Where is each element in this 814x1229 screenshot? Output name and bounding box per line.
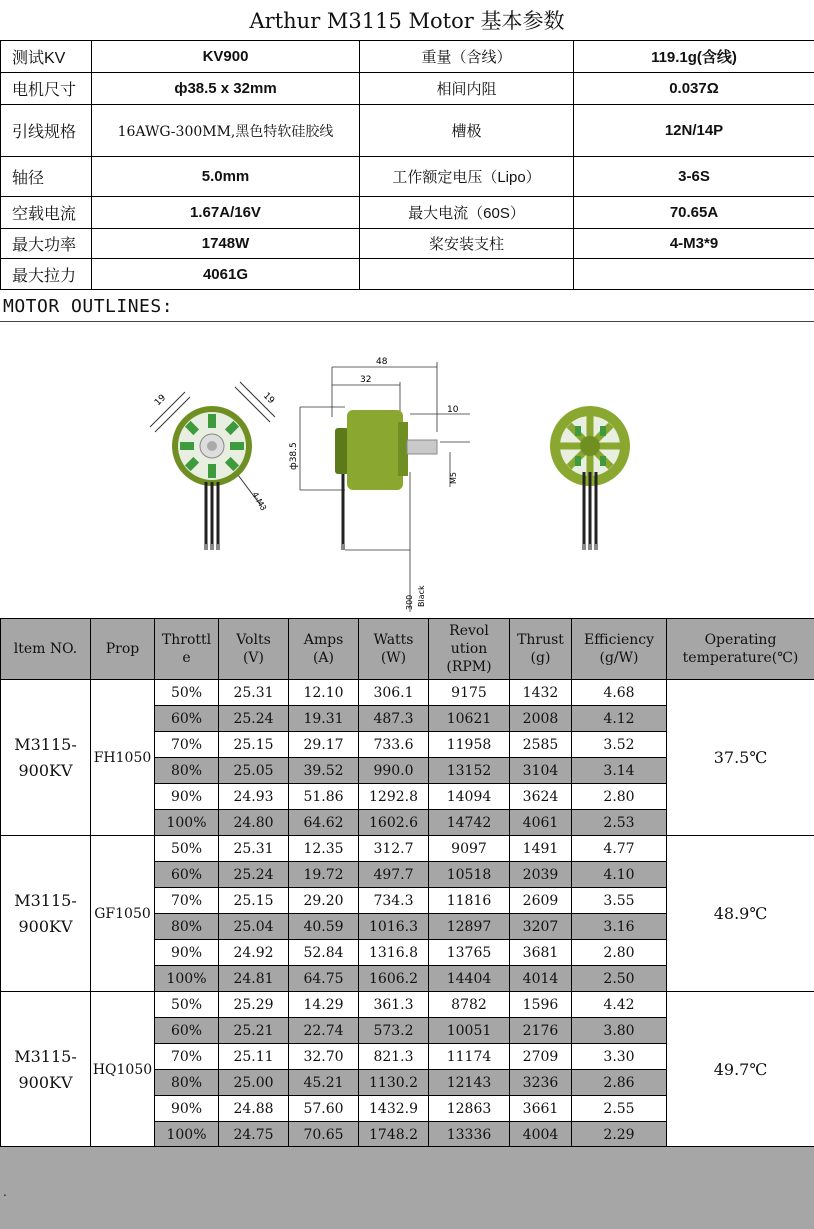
model-cell: M3115- 900KV (1, 992, 91, 1148)
data-cell: 13152 (429, 758, 510, 784)
spec-value: 4061G (92, 259, 360, 290)
prop-cell: HQ1050 (91, 992, 155, 1148)
data-cell: 14742 (429, 810, 510, 836)
rear-view-lead-tips (582, 544, 598, 550)
dim-19a: 19 (153, 393, 168, 408)
temperature-cell: 49.7℃ (667, 992, 814, 1148)
spec-value: ф38.5 x 32mm (92, 73, 360, 105)
side-view-lead-tip (341, 544, 345, 550)
dim-48: 48 (376, 357, 388, 367)
data-cell: 12.10 (289, 680, 359, 706)
data-cell: 11174 (429, 1044, 510, 1070)
data-cell: 25.21 (219, 1018, 289, 1044)
data-cell: 24.92 (219, 940, 289, 966)
side-view-bell (347, 410, 403, 490)
prop-cell: FH1050 (91, 680, 155, 836)
data-cell: 3.52 (572, 732, 667, 758)
data-cell: 2.50 (572, 966, 667, 992)
data-cell: 1432 (510, 680, 572, 706)
spec-label: 相间内阻 (360, 73, 574, 105)
data-cell: 12863 (429, 1096, 510, 1122)
data-cell: 4014 (510, 966, 572, 992)
model-cell: M3115- 900KV (1, 680, 91, 836)
data-cell: 733.6 (359, 732, 429, 758)
spec-label: 工作额定电压（Lipo） (360, 157, 574, 197)
spec-row (1, 229, 814, 259)
data-cell: 32.70 (289, 1044, 359, 1070)
data-cell: 19.31 (289, 706, 359, 732)
data-cell: 50% (155, 836, 219, 862)
data-cell: 90% (155, 1096, 219, 1122)
front-view-shaft (207, 441, 217, 451)
data-cell: 3236 (510, 1070, 572, 1096)
header-temperature: Operating temperature(℃) (667, 619, 814, 680)
header-amps: Amps (A) (289, 619, 359, 680)
data-cell: 3624 (510, 784, 572, 810)
spec-label: 槽极 (360, 105, 574, 157)
data-cell: 50% (155, 680, 219, 706)
data-cell: 4.77 (572, 836, 667, 862)
data-cell: 24.93 (219, 784, 289, 810)
spec-value: 16AWG-300MM,黑色特软硅胶线 (92, 105, 360, 157)
spec-label: 最大功率 (1, 229, 92, 259)
data-cell: 8782 (429, 992, 510, 1018)
dim-19b: 19 (261, 391, 276, 406)
dim-diameter: ф38.5 (289, 442, 299, 470)
data-cell: 64.75 (289, 966, 359, 992)
temperature-cell: 37.5℃ (667, 680, 814, 836)
data-cell: 4.68 (572, 680, 667, 706)
data-cell: 80% (155, 1070, 219, 1096)
model-cell: M3115- 900KV (1, 836, 91, 992)
performance-header-row (1, 619, 814, 680)
table-row (1, 680, 814, 706)
data-cell: 25.05 (219, 758, 289, 784)
data-cell: 45.21 (289, 1070, 359, 1096)
data-cell: 60% (155, 706, 219, 732)
temperature-cell: 48.9℃ (667, 836, 814, 992)
data-cell: 70% (155, 888, 219, 914)
data-cell: 25.15 (219, 888, 289, 914)
spec-value: 119.1g(含线) (574, 41, 814, 73)
data-cell: 14094 (429, 784, 510, 810)
data-cell: 60% (155, 1018, 219, 1044)
data-cell: 10518 (429, 862, 510, 888)
data-cell: 50% (155, 992, 219, 1018)
data-cell: 11816 (429, 888, 510, 914)
spec-label: 空载电流 (1, 197, 92, 229)
data-cell: 40.59 (289, 914, 359, 940)
spec-value: 12N/14P (574, 105, 814, 157)
header-watts: Watts (W) (359, 619, 429, 680)
data-cell: 2176 (510, 1018, 572, 1044)
data-cell: 10621 (429, 706, 510, 732)
spec-table (0, 40, 814, 290)
spec-label: 最大拉力 (1, 259, 92, 290)
data-cell: 60% (155, 862, 219, 888)
data-cell: 9175 (429, 680, 510, 706)
spec-label: 测试KV (1, 41, 92, 73)
header-throttle: Throttl e (155, 619, 219, 680)
data-cell: 4.42 (572, 992, 667, 1018)
spec-value: 4-M3*9 (574, 229, 814, 259)
data-cell: 14.29 (289, 992, 359, 1018)
header-revolution: Revol ution (RPM) (429, 619, 510, 680)
data-cell: 80% (155, 758, 219, 784)
footer-text: . (3, 1185, 7, 1199)
spec-row (1, 73, 814, 105)
data-cell: 70.65 (289, 1122, 359, 1148)
spec-row (1, 259, 814, 290)
data-cell: 312.7 (359, 836, 429, 862)
data-cell: 25.11 (219, 1044, 289, 1070)
data-cell: 12143 (429, 1070, 510, 1096)
data-cell: 3.16 (572, 914, 667, 940)
spec-label: 桨安装支柱 (360, 229, 574, 259)
data-cell: 51.86 (289, 784, 359, 810)
front-view-leads (206, 482, 218, 547)
data-cell: 1432.9 (359, 1096, 429, 1122)
data-cell: 1602.6 (359, 810, 429, 836)
data-cell: 1491 (510, 836, 572, 862)
data-cell: 13336 (429, 1122, 510, 1148)
data-cell: 3.80 (572, 1018, 667, 1044)
spec-value (574, 259, 814, 290)
data-cell: 2.53 (572, 810, 667, 836)
header-efficiency: Efficiency (g/W) (572, 619, 667, 680)
data-cell: 1748.2 (359, 1122, 429, 1148)
data-cell: 25.24 (219, 862, 289, 888)
data-cell: 3.55 (572, 888, 667, 914)
motor-outline-drawing (0, 322, 814, 618)
spec-label (360, 259, 574, 290)
data-cell: 25.31 (219, 836, 289, 862)
data-cell: 12.35 (289, 836, 359, 862)
data-cell: 24.81 (219, 966, 289, 992)
data-cell: 19.72 (289, 862, 359, 888)
dim-4m3: 4-M3 (250, 491, 268, 513)
data-cell: 1596 (510, 992, 572, 1018)
table-row (1, 992, 814, 1018)
spec-value: 3-6S (574, 157, 814, 197)
data-cell: 25.00 (219, 1070, 289, 1096)
table-row (1, 836, 814, 862)
data-cell: 2709 (510, 1044, 572, 1070)
data-cell: 57.60 (289, 1096, 359, 1122)
data-cell: 25.29 (219, 992, 289, 1018)
data-cell: 1130.2 (359, 1070, 429, 1096)
data-cell: 90% (155, 784, 219, 810)
data-cell: 10051 (429, 1018, 510, 1044)
data-cell: 2.80 (572, 940, 667, 966)
spec-label: 重量（含线） (360, 41, 574, 73)
data-cell: 1292.8 (359, 784, 429, 810)
dim-m5: M5 (449, 472, 458, 484)
dim-32: 32 (360, 375, 371, 385)
data-cell: 100% (155, 1122, 219, 1148)
data-cell: 25.15 (219, 732, 289, 758)
spec-value: 70.65A (574, 197, 814, 229)
spec-row (1, 157, 814, 197)
data-cell: 24.75 (219, 1122, 289, 1148)
data-cell: 3681 (510, 940, 572, 966)
data-cell: 4061 (510, 810, 572, 836)
data-cell: 4.12 (572, 706, 667, 732)
data-cell: 29.17 (289, 732, 359, 758)
data-cell: 3207 (510, 914, 572, 940)
data-cell: 100% (155, 966, 219, 992)
data-cell: 2.80 (572, 784, 667, 810)
data-cell: 25.24 (219, 706, 289, 732)
header-prop: Prop (91, 619, 155, 680)
data-cell: 64.62 (289, 810, 359, 836)
data-cell: 4.10 (572, 862, 667, 888)
spec-row (1, 105, 814, 157)
outlines-heading: MOTOR OUTLINES: (3, 296, 173, 317)
spec-row (1, 41, 814, 73)
data-cell: 25.04 (219, 914, 289, 940)
data-cell: 3661 (510, 1096, 572, 1122)
data-cell: 11958 (429, 732, 510, 758)
spec-label: 轴径 (1, 157, 92, 197)
data-cell: 2609 (510, 888, 572, 914)
data-cell: 2.29 (572, 1122, 667, 1148)
data-cell: 25.31 (219, 680, 289, 706)
data-cell: 24.80 (219, 810, 289, 836)
header-thrust: Thrust (g) (510, 619, 572, 680)
data-cell: 487.3 (359, 706, 429, 732)
data-cell: 2039 (510, 862, 572, 888)
spec-row (1, 197, 814, 229)
spec-value: KV900 (92, 41, 360, 73)
header-volts: Volts (V) (219, 619, 289, 680)
data-cell: 497.7 (359, 862, 429, 888)
data-cell: 70% (155, 1044, 219, 1070)
data-cell: 90% (155, 940, 219, 966)
page-title: Arthur M3115 Motor 基本参数 (0, 0, 814, 40)
data-cell: 9097 (429, 836, 510, 862)
spec-label: 电机尺寸 (1, 73, 92, 105)
data-cell: 3104 (510, 758, 572, 784)
data-cell: 1606.2 (359, 966, 429, 992)
data-cell: 4004 (510, 1122, 572, 1148)
data-cell: 2008 (510, 706, 572, 732)
spec-label: 引线规格 (1, 105, 92, 157)
data-cell: 361.3 (359, 992, 429, 1018)
data-cell: 24.88 (219, 1096, 289, 1122)
performance-table (0, 618, 814, 1148)
side-view-mount (335, 428, 349, 474)
data-cell: 12897 (429, 914, 510, 940)
data-cell: 14404 (429, 966, 510, 992)
spec-value: 1.67A/16V (92, 197, 360, 229)
side-view-shaft (407, 440, 437, 454)
lead-dim: 300 (405, 595, 414, 610)
header-item-no: ltem NO. (1, 619, 91, 680)
footer-band (0, 1146, 814, 1229)
prop-cell: GF1050 (91, 836, 155, 992)
data-cell: 573.2 (359, 1018, 429, 1044)
data-cell: 306.1 (359, 680, 429, 706)
data-cell: 2585 (510, 732, 572, 758)
data-cell: 2.55 (572, 1096, 667, 1122)
data-cell: 1016.3 (359, 914, 429, 940)
front-view-lead-tips (204, 544, 220, 550)
data-cell: 3.30 (572, 1044, 667, 1070)
data-cell: 80% (155, 914, 219, 940)
spec-value: 0.037Ω (574, 73, 814, 105)
data-cell: 3.14 (572, 758, 667, 784)
data-cell: 39.52 (289, 758, 359, 784)
data-cell: 734.3 (359, 888, 429, 914)
spec-label: 最大电流（60S） (360, 197, 574, 229)
data-cell: 821.3 (359, 1044, 429, 1070)
spec-value: 5.0mm (92, 157, 360, 197)
data-cell: 1316.8 (359, 940, 429, 966)
data-cell: 29.20 (289, 888, 359, 914)
data-cell: 70% (155, 732, 219, 758)
data-cell: 52.84 (289, 940, 359, 966)
rear-view-hub (580, 436, 600, 456)
dim-10: 10 (447, 405, 459, 415)
data-cell: 22.74 (289, 1018, 359, 1044)
data-cell: 13765 (429, 940, 510, 966)
data-cell: 2.86 (572, 1070, 667, 1096)
data-cell: 990.0 (359, 758, 429, 784)
lead-label: Black (417, 585, 426, 607)
data-cell: 100% (155, 810, 219, 836)
spec-value: 1748W (92, 229, 360, 259)
